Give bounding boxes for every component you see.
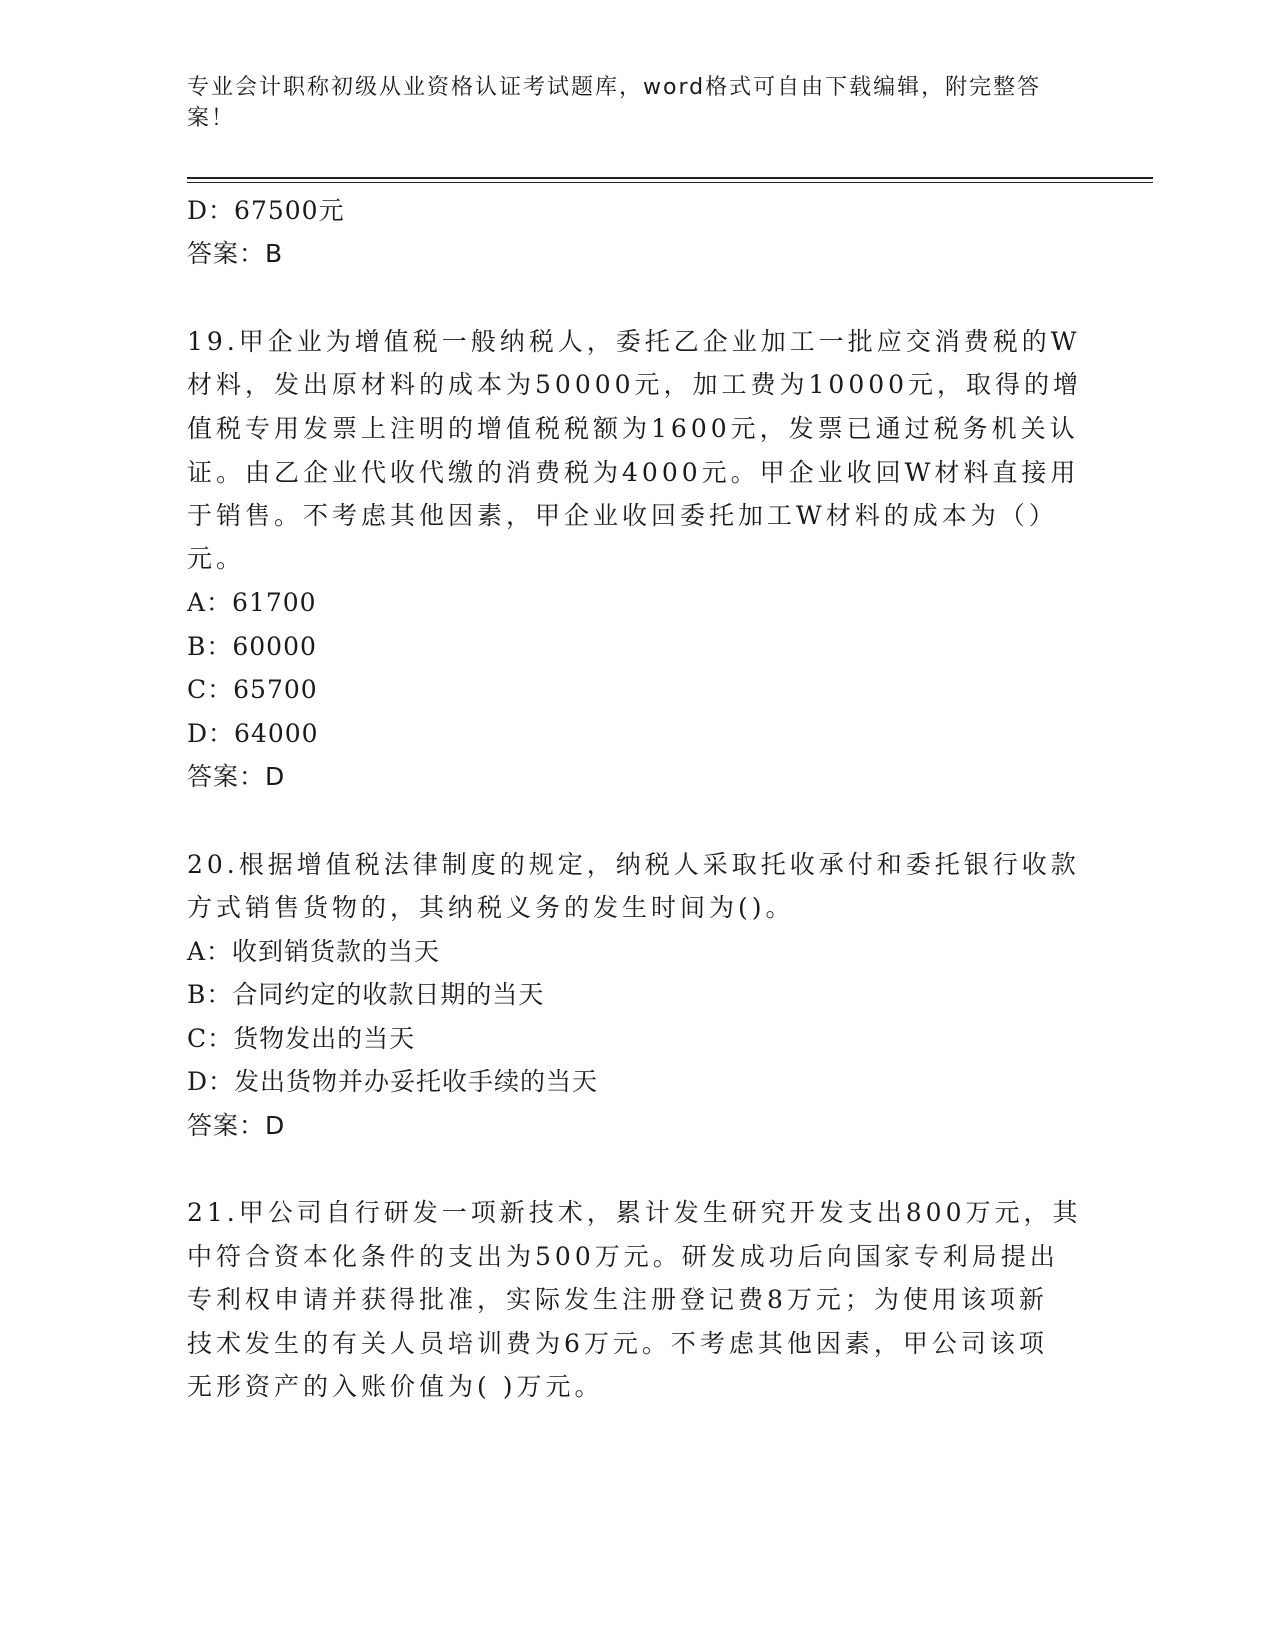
q20-option-b: B：合同约定的收款日期的当天 [187, 980, 545, 1009]
q20-text-line-1: 20.根据增值税法律制度的规定，纳税人采取托收承付和委托银行收款 [187, 850, 1080, 879]
q20-answer: 答案：D [187, 1111, 286, 1140]
q20-option-a: A：收到销货款的当天 [187, 937, 441, 966]
q18-answer: 答案：B [187, 239, 284, 268]
q19-text-line-1: 19.甲企业为增值税一般纳税人，委托乙企业加工一批应交消费税的W [187, 327, 1081, 356]
page-header: 专业会计职称初级从业资格认证考试题库，word格式可自由下载编辑，附完整答案！ [187, 75, 1042, 131]
q20-text-line-2: 方式销售货物的，其纳税义务的发生时间为()。 [187, 893, 795, 922]
q19-option-c: C：65700 [187, 675, 318, 704]
q19-option-a: A：61700 [187, 588, 317, 617]
q21-text-line-4: 技术发生的有关人员培训费为6万元。不考虑其他因素，甲公司该项 [187, 1329, 1048, 1358]
q21-text-line-3: 专利权申请并获得批准，实际发生注册登记费8万元；为使用该项新 [187, 1285, 1048, 1314]
q18-option-d: D：67500元 [187, 196, 345, 225]
q20-option-d: D：发出货物并办妥托收手续的当天 [187, 1067, 599, 1096]
q21-text-line-5: 无形资产的入账价值为( )万元。 [187, 1372, 604, 1401]
q19-text-line-6: 元。 [187, 544, 246, 573]
header-divider-thick [187, 177, 1153, 179]
q19-text-line-3: 值税专用发票上注明的增值税税额为1600元，发票已通过税务机关认 [187, 414, 1079, 443]
q21-text-line-1: 21.甲公司自行研发一项新技术，累计发生研究开发支出800万元，其 [187, 1198, 1082, 1227]
q19-text-line-2: 材料，发出原材料的成本为50000元，加工费为10000元，取得的增 [187, 370, 1083, 399]
q19-answer: 答案：D [187, 762, 286, 791]
q19-option-d: D：64000 [187, 719, 319, 748]
q19-text-line-4: 证。由乙企业代收代缴的消费税为4000元。甲企业收回W材料直接用 [187, 458, 1080, 487]
q21-text-line-2: 中符合资本化条件的支出为500万元。研发成功后向国家专利局提出 [187, 1242, 1059, 1271]
q19-option-b: B：60000 [187, 632, 317, 661]
q20-option-c: C：货物发出的当天 [187, 1024, 416, 1053]
q19-text-line-5: 于销售。不考虑其他因素，甲企业收回委托加工W材料的成本为（） [187, 501, 1058, 530]
header-divider-thin [187, 182, 1153, 183]
